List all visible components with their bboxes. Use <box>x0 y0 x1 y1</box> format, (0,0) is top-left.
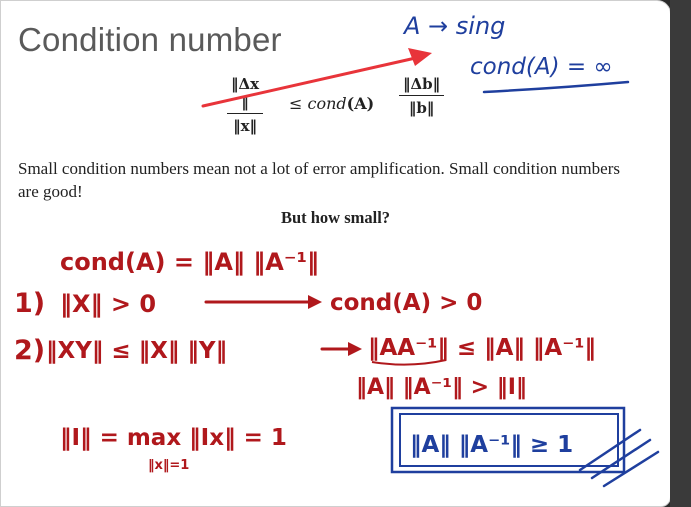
cond-arg: (A) <box>346 94 375 113</box>
blue-underline <box>484 82 628 92</box>
blue-a-sing: A → sing <box>404 12 506 40</box>
red-implies-arrow2-head <box>348 342 362 356</box>
red-prop1-rhs: cond(A) > 0 <box>330 290 483 316</box>
red-cond-definition: cond(A) = ‖A‖ ‖A⁻¹‖ <box>60 248 319 276</box>
red-prop1-number: 1) <box>14 288 46 319</box>
red-arrow-head <box>408 48 432 66</box>
boxed-conclusion: ‖A‖ ‖A⁻¹‖ ≥ 1 <box>410 432 574 458</box>
red-inequality-line: ‖A‖ ‖A⁻¹‖ > ‖I‖ <box>356 375 527 400</box>
body-text: Small condition numbers mean not a lot of error amplification. Small condition numbers are good! <box>18 159 620 201</box>
cond-text: cond <box>307 94 347 113</box>
red-prop2-lhs: ‖XY‖ ≤ ‖X‖ ‖Y‖ <box>46 338 228 364</box>
blue-cond-infinity: cond(A) = ∞ <box>470 54 613 80</box>
red-prop1-lhs: ‖X‖ > 0 <box>60 290 157 318</box>
red-prop2-rhs: ‖AA⁻¹‖ ≤ ‖A‖ ‖A⁻¹‖ <box>368 335 596 361</box>
red-prop2-number: 2) <box>14 335 46 366</box>
red-identity-norm: ‖I‖ = max ‖Ix‖ = 1 <box>60 425 287 451</box>
red-implies-arrow-head <box>308 295 322 309</box>
rhs-denominator: ‖b‖ <box>408 99 435 117</box>
slide-title: Condition number <box>18 21 282 58</box>
red-identity-subscript: ‖x‖=1 <box>148 458 190 473</box>
relation-symbol: ≤ <box>289 94 303 113</box>
lhs-numerator: ‖Δx ‖ <box>227 75 263 114</box>
rhs-numerator: ‖Δb‖ <box>399 75 444 96</box>
lhs-denominator: ‖x‖ <box>233 117 258 135</box>
subheading: But how small? <box>280 208 391 227</box>
red-arrow-line <box>203 57 420 106</box>
